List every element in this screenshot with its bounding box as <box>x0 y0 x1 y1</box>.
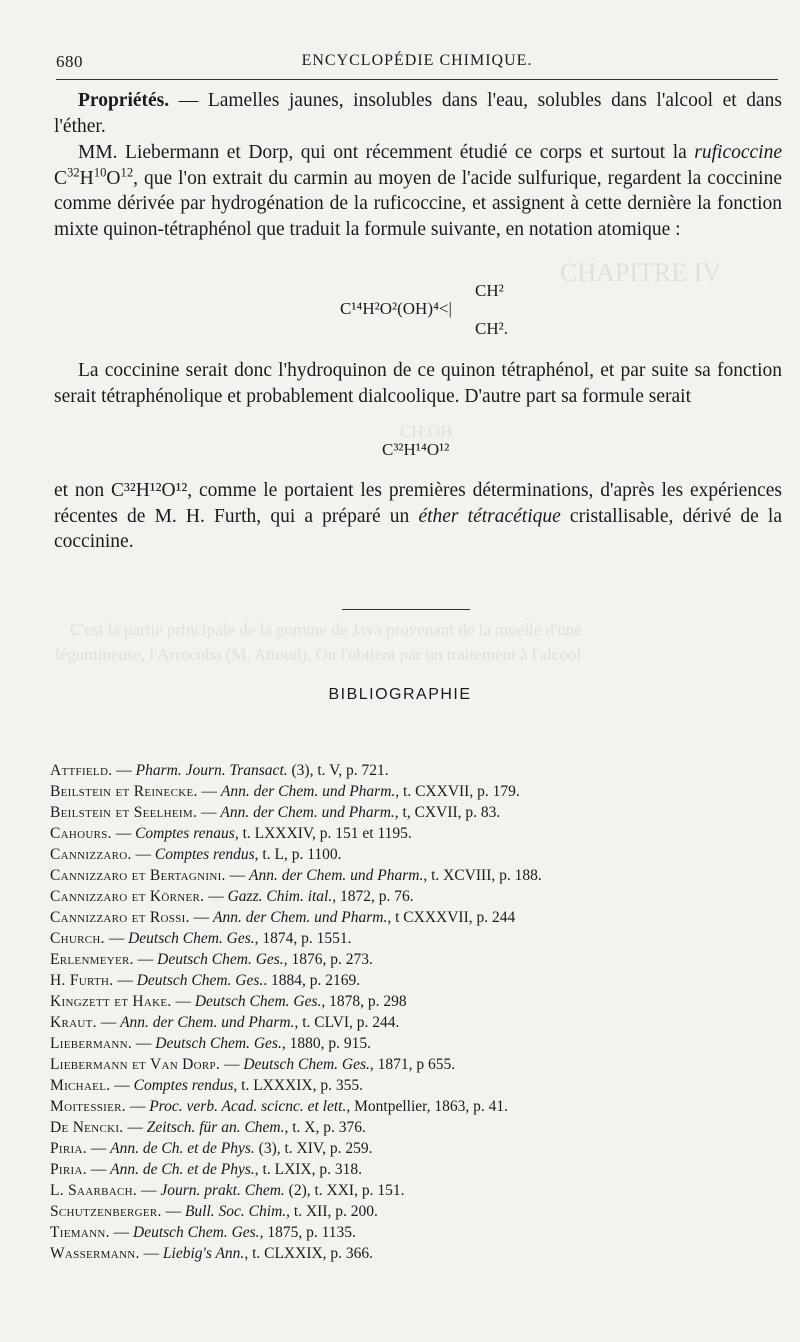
paragraph-text: , que l'on extrait du carmin au moyen de l'acide sulfurique, regardent la coccinine comme dérivée par hydrogénation de la ruficoccine, et assignent à cette dernière la fonction mixte quinon-tétraphénol que traduit la formule suivante, en notation atomique : <box>54 167 782 240</box>
entry-dash: — <box>111 825 136 842</box>
entry-journal: Proc. verb. Acad. scicnc. et lett. <box>149 1098 347 1115</box>
bibliography-entry <box>50 1180 790 1201</box>
running-title: ENCYCLOPÉDIE CHIMIQUE. <box>301 52 533 69</box>
entry-journal: Ann. der Chem. und Pharm. <box>248 867 424 884</box>
entry-dash: — <box>197 804 221 821</box>
formula-bracket: <| <box>438 299 452 318</box>
paragraph-text: — Lamelles jaunes, insolubles dans l'eau, solubles dans l'alcool et dans l'éther. <box>54 90 782 137</box>
entry-author: Beilstein et Seelheim. <box>50 804 198 821</box>
entry-locator: , t. CXXVII, p. 179. <box>395 783 520 800</box>
entry-locator: , t. X, p. 376. <box>284 1119 366 1136</box>
entry-dash: — <box>171 993 195 1010</box>
formula-coccinine: C³²H¹⁴O¹² <box>382 440 450 459</box>
bibliography-entry <box>50 1159 790 1180</box>
bibliography-entry <box>50 886 790 907</box>
entry-locator: , 1875, p. 1135. <box>259 1224 356 1241</box>
entry-journal: Ann. der Chem. und Pharm. <box>213 909 388 926</box>
formula-inline: $C^{32}H^{10}O^{12}$ <box>54 165 134 189</box>
entry-author: H. Furth. <box>50 972 114 989</box>
entry-locator: . 1884, p. 2169. <box>263 972 361 989</box>
paragraph-text: et non C³²H¹²O¹², comme le portaient les premières déterminations, d'après les expériences récentes de M. H. Furth, qui a préparé un <box>54 480 782 527</box>
bibliography-entry <box>50 928 790 949</box>
entry-locator: , t. LXXXIX, p. 355. <box>233 1077 363 1094</box>
entry-dash: — <box>86 1140 111 1157</box>
entry-journal: Deutsch Chem. Ges. <box>128 930 255 947</box>
entry-journal: Comptes rendus <box>133 1077 234 1094</box>
bleed-through: CH.OH <box>400 422 453 441</box>
entry-author: Kraut. <box>50 1014 97 1031</box>
entry-author: De Nencki. <box>50 1119 124 1136</box>
bibliography-entry <box>50 1243 790 1264</box>
entry-author: Piria. <box>50 1140 87 1157</box>
bibliography-entry <box>50 1075 790 1096</box>
header-rule <box>56 79 778 80</box>
entry-author: Cahours. <box>50 825 112 842</box>
bleed-through: légumineuse, l'Arrocoba (M. Attoud). On l'obtient par un traitement à l'alcool <box>55 645 582 664</box>
term-ruficoccine: ruficoccine <box>694 142 782 163</box>
entry-dash: — <box>133 951 158 968</box>
bibliography-heading: BIBLIOGRAPHIE <box>328 686 472 703</box>
entry-dash: — <box>139 1245 163 1262</box>
bleed-through: C'est la partie principale de la gomme de Java provenant de la moelle d'une <box>70 620 582 639</box>
entry-dash: — <box>125 1098 150 1115</box>
entry-journal: Bull. Soc. Chim. <box>184 1203 287 1220</box>
entry-journal: Comptes rendus <box>154 846 255 863</box>
entry-locator: , 1874, p. 1551. <box>254 930 352 947</box>
bibliography-entry <box>50 802 790 823</box>
entry-locator: , t. XCVIII, p. 188. <box>423 867 542 884</box>
page-header <box>56 52 778 80</box>
bibliography-entry <box>50 1138 790 1159</box>
entry-journal: Ann. der Chem. und Pharm. <box>220 804 395 821</box>
entry-journal: Journ. prakt. Chem. <box>160 1182 285 1199</box>
entry-dash: — <box>104 930 129 947</box>
entry-locator: (3), t. V, p. 721. <box>287 762 389 779</box>
entry-dash: — <box>96 1014 121 1031</box>
paragraph-text: MM. Liebermann et Dorp, qui ont récemment étudié ce corps et surtout la <box>78 142 695 163</box>
paragraph-ruficoccine <box>54 140 782 242</box>
bibliography-entry <box>50 1117 790 1138</box>
entry-journal: Ann. de Ch. et de Phys. <box>110 1161 255 1178</box>
entry-journal: Deutsch Chem. Ges. <box>133 1224 260 1241</box>
entry-journal: Gazz. Chim. ital. <box>227 888 333 905</box>
structural-formula <box>340 281 520 345</box>
entry-author: Kingzett et Hake. <box>50 993 172 1010</box>
bleed-through: CHAPITRE IV <box>560 258 722 287</box>
bibliography-entry <box>50 1012 790 1033</box>
entry-locator: , t. L, p. 1100. <box>254 846 342 863</box>
entry-locator: , 1876, p. 273. <box>283 951 373 968</box>
bibliography-entry <box>50 907 790 928</box>
entry-author: Attfield. <box>50 762 113 779</box>
paragraph-furth <box>54 478 782 555</box>
entry-locator: , 1878, p. 298 <box>321 993 407 1010</box>
entry-locator: , t. CLXXIX, p. 366. <box>244 1245 374 1262</box>
bibliography-entry <box>50 970 790 991</box>
entry-journal: Deutsch Chem. Ges. <box>157 951 284 968</box>
entry-dash: — <box>132 1035 156 1052</box>
bibliography-entry <box>50 1054 790 1075</box>
entry-locator: , 1871, p 655. <box>369 1056 456 1073</box>
entry-author: Cannizzaro. <box>50 846 132 863</box>
entry-locator: (2), t. XXI, p. 151. <box>284 1182 405 1199</box>
entry-author: Liebermann et Van Dorp. <box>50 1056 221 1073</box>
bibliography-entry <box>50 1222 790 1243</box>
entry-locator: , t. XII, p. 200. <box>286 1203 378 1220</box>
entry-locator: , t. CLVI, p. 244. <box>294 1014 400 1031</box>
entry-journal: Ann. der Chem. und Pharm. <box>220 783 396 800</box>
entry-journal: Pharm. Journ. Transact. <box>135 762 288 779</box>
entry-author: Cannizzaro et Körner. <box>50 888 205 905</box>
entry-journal: Comptes renaus <box>135 825 235 842</box>
bibliography-entry <box>50 1201 790 1222</box>
entry-dash: — <box>137 1182 161 1199</box>
section-separator <box>342 609 470 610</box>
entry-author: Church. <box>50 930 105 947</box>
entry-author: Schutzenberger. <box>50 1203 162 1220</box>
paragraph-properties <box>54 88 782 139</box>
entry-journal: Ann. de Ch. et de Phys. <box>110 1140 255 1157</box>
entry-locator: , 1872, p. 76. <box>332 888 414 905</box>
bibliography-list <box>50 760 790 1264</box>
entry-dash: — <box>109 1224 133 1241</box>
bibliography-entry <box>50 823 790 844</box>
section-label: Propriétés. <box>78 90 170 111</box>
entry-dash: — <box>197 783 221 800</box>
entry-dash: — <box>161 1203 185 1220</box>
entry-journal: Ann. der Chem. und Pharm. <box>120 1014 295 1031</box>
paragraph-text: cristallisable, dérivé de la coccinine. <box>54 505 782 552</box>
entry-author: Cannizzaro et Rossi. <box>50 909 190 926</box>
formula-left: C¹⁴H²O²(OH)⁴<| <box>340 299 452 318</box>
paragraph-coccinine: La coccinine serait donc l'hydroquinon de ce quinon tétraphénol, et par suite sa fonction serait tétraphénolique et probablement dialcoolique. D'autre part sa formule serait <box>54 360 782 407</box>
entry-dash: — <box>123 1119 147 1136</box>
page-number: 680 <box>56 52 83 71</box>
entry-dash: — <box>204 888 228 905</box>
entry-dash: — <box>220 1056 244 1073</box>
entry-journal: Zeitsch. für an. Chem. <box>146 1119 285 1136</box>
entry-dash: — <box>112 762 136 779</box>
entry-dash: — <box>131 846 155 863</box>
entry-locator: , t CXXXVII, p. 244 <box>387 909 516 926</box>
entry-author: Tiemann. <box>50 1224 110 1241</box>
entry-author: Moitessier. <box>50 1098 126 1115</box>
entry-author: Erlenmeyer. <box>50 951 134 968</box>
entry-dash: — <box>113 972 137 989</box>
bibliography-entry <box>50 844 790 865</box>
bibliography-entry <box>50 781 790 802</box>
bibliography-entry <box>50 760 790 781</box>
entry-dash: — <box>110 1077 134 1094</box>
bibliography-entry <box>50 865 790 886</box>
entry-journal: Liebig's Ann. <box>162 1245 245 1262</box>
entry-author: Piria. <box>50 1161 87 1178</box>
bibliography-entry <box>50 991 790 1012</box>
entry-locator: , t. LXXXIV, p. 151 et 1195. <box>234 825 412 842</box>
formula-top: CH² <box>475 281 504 300</box>
entry-locator: , t. LXIX, p. 318. <box>254 1161 362 1178</box>
term-ether: éther tétracétique <box>418 505 561 527</box>
entry-locator: , t, CXVII, p. 83. <box>394 804 501 821</box>
entry-journal: Deutsch Chem. Ges. <box>243 1056 370 1073</box>
entry-journal: Deutsch Chem. Ges. <box>155 1035 282 1052</box>
entry-author: L. Saarbach. <box>50 1182 138 1199</box>
entry-journal: Deutsch Chem. Ges. <box>194 993 322 1010</box>
entry-journal: Deutsch Chem. Ges. <box>136 972 264 989</box>
entry-author: Cannizzaro et Bertagnini. <box>50 867 226 884</box>
entry-dash: — <box>225 867 249 884</box>
entry-author: Liebermann. <box>50 1035 133 1052</box>
bibliography-entry <box>50 1033 790 1054</box>
entry-locator: , Montpellier, 1863, p. 41. <box>346 1098 509 1115</box>
entry-author: Beilstein et Reinecke. <box>50 783 198 800</box>
entry-author: Wassermann. <box>50 1245 140 1262</box>
entry-author: Michael. <box>50 1077 111 1094</box>
formula-bottom: CH². <box>475 319 508 338</box>
bibliography-entry <box>50 949 790 970</box>
entry-dash: — <box>86 1161 111 1178</box>
entry-dash: — <box>189 909 213 926</box>
entry-locator: , 1880, p. 915. <box>281 1035 371 1052</box>
entry-locator: (3), t. XIV, p. 259. <box>254 1140 373 1157</box>
bibliography-entry <box>50 1096 790 1117</box>
